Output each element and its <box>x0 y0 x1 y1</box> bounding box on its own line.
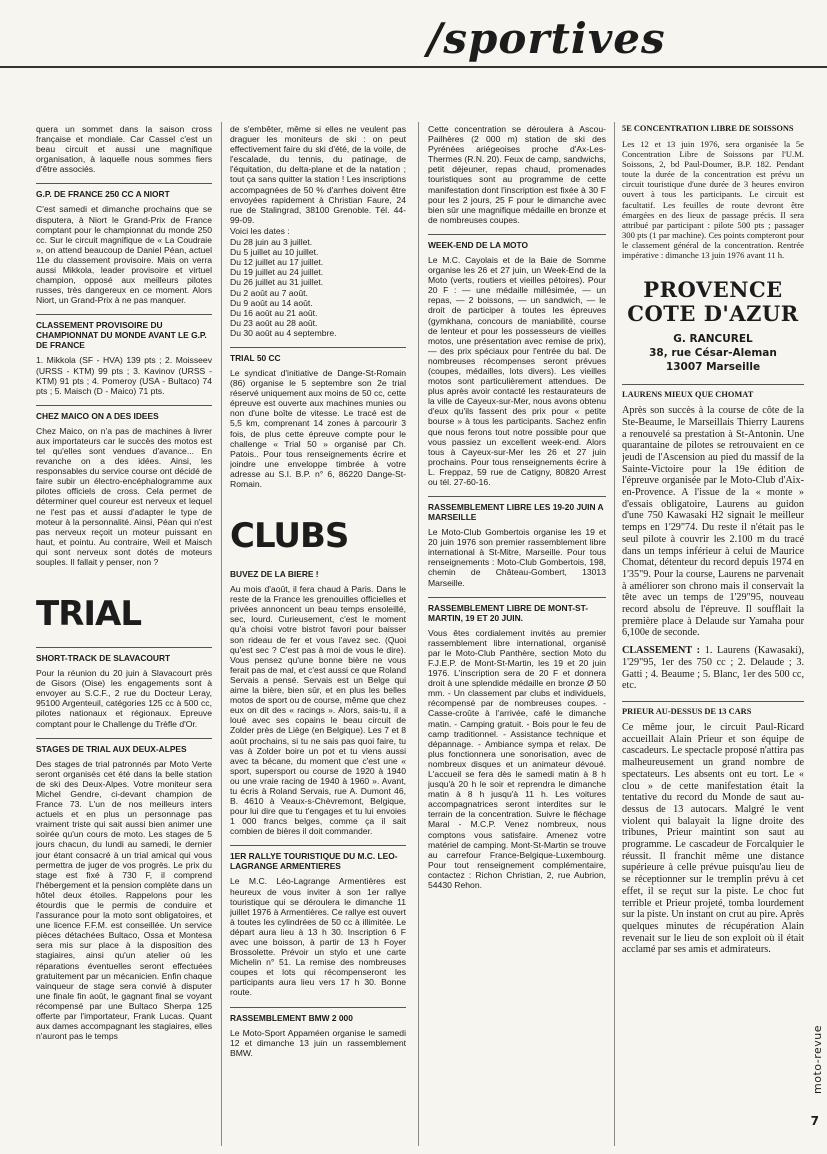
date-item: Du 23 août au 28 août. <box>230 317 318 328</box>
article-heading: TRIAL 50 CC <box>230 347 406 363</box>
article-heading: CHEZ MAICO ON A DES IDEES <box>36 405 212 421</box>
article-body: Ce même jour, le circuit Paul-Ricard accueillait Alain Prieur et son équipe de cascadeurs. Le spectacle proposé n'attira pas malheureusement un grand nombre de spectateurs. Les absents ont eu tort. Le « clou » de cette manifestation était la tentative du record du Monde de saut au-dessus de 13 autocars. Malgré le vent violent qui balayait la ligne droite des tribunes, Prieur maintint son saut au programme. Le cascadeur de Forcalquier le réussit. Il franchit même une distance supérieure à celle prévue puisqu'au lieu de se réceptionner sur le tremplin prévu à cet effet, il se reçut sur la piste. Le choc fut terrible et Prieur projeté, tomba lourdement sur la piste. Un instant on crut au pire. Après quelques minutes de récupération Alain revenait sur le lieu de son exploit où il était acclamé par ses amis et admirateurs. <box>622 722 804 956</box>
continued-text: de s'embêter, même si elles ne veulent pas draguer les moniteurs de ski : on peut effectivement faire du ski d'été, de la voile, de l'escalade, du tennis, du patinage, de l'équitation, du delta-plane et de la natation ; tout ça sans quitter la station ! Les inscriptions accompagnées de 50 % d'arrhes doivent être envoyées rapidement à Christian Faure, 24 rue de Stalingrad, 38100 Grenoble. Tél. 44-99-09. <box>230 124 406 225</box>
article-body: Le syndicat d'initiative de Dange-St-Romain (86) organise le 5 septembre son 2e trial réservé uniquement aux moins de 50 cc, cette épreuve est ouverte aux machines munies ou non d'une boîte de vitesse. Le tracé est de 5,5 km, comprenant 14 zones à parcourir 3 fois, de plus cette épreuve compte pour le challenge « Trial 50 » organisé par Ch. Patois.. Pour tous renseignements écrire et joindre une enveloppe timbrée à votre adresse au S.I. B.P. n° 6, 86220 Dange-St-Romain. <box>230 367 406 489</box>
date-item: Du 30 août au 4 septembre. <box>230 327 337 338</box>
article-heading: 5E CONCENTRATION LIBRE DE SOISSONS <box>622 124 794 133</box>
date-item: Du 2 août au 7 août. <box>230 287 308 298</box>
column-divider <box>221 122 222 1146</box>
article-heading: SHORT-TRACK DE SLAVACOURT <box>36 647 212 663</box>
article-heading: 1ER RALLYE TOURISTIQUE DU M.C. LEO-LAGRANGE ARMENTIERES <box>230 845 406 871</box>
article-body: Le M.C. Cayolais et de la Baie de Somme organise les 26 et 27 juin, un Week-End de la Moto (verts, routiers et vieilles pétoires). Pour 20 F : — une médaille millésimée, — un repas, — 2 boissons, — un sandwich, — le droit de participer à toutes les épreuves (gymkhana, concours de maniabilité, course de lenteur et pour les possesseurs de vieilles motos, une présentation avec remise de prix), — des prix spéciaux pour l'entrée du bal. De nombreuses récompenses seront prévues (coupes, médailles, lots divers). Les vieilles motos sont particulièrement attendues. De plus après avoir contacté les restaurateurs de la ville de Cayeux-sur-Mer, nous avons obtenu d'eux qu'ils fassent des prix pour « petite bourse » à tous les participants. Sachez enfin que nous ferons tout notre possible pour que vous passiez un excellent week-end. Alors tous à Cayeux-sur-Mer les 26 et 27 juin prochains. Pour tous renseignements écrire à L. Freppaz, 59 rue de Catigny, 80820 Arrest ou tél. 27-60-16. <box>428 254 606 487</box>
article-body: Après son succès à la course de côte de la Ste-Beaume, le Marseillais Thierry Laurens a renouvelé sa prestation à St-Antonin. Une quarantaine de pilotes se retrouvaient en ce jeudi de l'Ascension au pied du massif de la Sainte-Victoire pour la 19e édition de l'épreuve organisée par le Moto-Club d'Aix-en-Provence. A l'issue de la « monte » d'essais obligatoire, Laurens au guidon d'une 750 Kawasaki H2 signait le meilleur temps en 1'29"74. Du reste il n'était pas le seul pilote à couvrir les 2.100 m du tracé dans un temps inférieur à celui de Maurice Chomat, détenteur du record depuis 1974 en 1'35"9. Pour la course, Laurens ne parvenait à améliorer son chrono mais il conservait la tête avec un temps de 1'29"95, nouveau record absolu de l'épreuve. Il soufflait la première place à Delaude sur Yamaha pour 6,100e de seconde. <box>622 405 804 639</box>
date-item: Du 9 août au 14 août. <box>230 297 313 308</box>
correspondent-street: 38, rue César-Aleman <box>649 347 777 360</box>
article-body: C'est samedi et dimanche prochains que se disputera, à Niort le Grand-Prix de France comptant pour le championnat du monde 250 cc. Sur le circuit magnifique de « La Coudraie », on attend beaucoup de Daniel Péan, actuel 11e du classement provisoire. Mais on verra aussi Mikkola, leader provisoire et virtuel champion, opposé aux meilleurs pilotes russes, très dangereux en ce moment. Alors Niort, un Grand-Prix à ne pas manquer. <box>36 204 212 306</box>
article-heading: PRIEUR AU-DESSUS DE 13 CARS <box>622 701 804 717</box>
column-divider <box>614 122 615 1146</box>
date-item: Du 5 juillet au 10 juillet. <box>230 247 319 258</box>
date-item: Du 19 juillet au 24 juillet. <box>230 267 324 278</box>
date-item: Du 26 juillet au 31 juillet. <box>230 277 324 288</box>
article-heading: STAGES DE TRIAL AUX DEUX-ALPES <box>36 738 212 754</box>
stage-dates-list <box>230 237 406 338</box>
article-body: Vous êtes cordialement invités au premier rassemblement libre international, organisé par le Moto-Club Panthère, section Moto du F.J.E.P. de Mont-St-Martin, les 19 et 20 juin 1976. L'inscription sera de 20 F et donnera droit à une splendide médaille en bronze Ø 50 mm. - Un classement par clubs et individuels, récompensé par de nombreuses coupes. - Casse-croûte à l'arrivée, café le dimanche matin. - Camping gratuit. - Bois pour le feu de camp traditionnel. - Assistance technique et dépannage. - Ambiance sympa et relax. De plus fonctionnera une sonorisation, avec de nombreux disques et un animateur dévoué. L'accueil se fera dès le samedi matin à 8 h jusqu'à 20 h le soir et reprendra le dimanche matin à 8 h jusqu'à 11 h. Les voitures accompagnatrices seront interdites sur le terrain de la concentration. Suivre le fléchage Maral - M.C.P. Venez nombreux, nous comptons vous satisfaire. Amenez votre matériel de camping. Mont-St-Martin se trouve au carrefour France-Belgique-Luxembourg. Pour tout renseignement complémentaire, contactez : Richon Christian, 2, rue Aubrion, 54430 Rehon. <box>428 627 606 890</box>
continued-text: quera un sommet dans la saison cross française et mondiale. Car Cassel c'est un beau circuit et aussi une magnifique organisation, à laquelle nous sommes fiers d'être associés. <box>36 124 212 175</box>
article-heading: WEEK-END DE LA MOTO <box>428 234 606 250</box>
article-heading: G.P. DE FRANCE 250 CC A NIORT <box>36 183 212 199</box>
dates-intro: Voici les dates : <box>230 225 290 236</box>
region-title-line: COTE D'AZUR <box>627 301 799 327</box>
article-body: Les 12 et 13 juin 1976, sera organisée la 5e Concentration Libre de Soissons par l'U.M. Soissons, 2, bd Paul-Doumer, B.P. 182. Pendant toute la durée de la concentration est prévu un circuit touristique d'une durée de 3 heures environ ouvert à tous les participants. Le circuit est facultatif. Les feuilles de route devront être émargées en des lieux de passage précis. Il sera attribué par participant : pilote 500 pts ; passager 300 pts (1 par machine). Ces points compteront pour le classement général de la concentration. Rentrée impérative : dimanche 13 juin 1976 avant 11 h. <box>622 139 804 261</box>
classement-label: CLASSEMENT : <box>622 645 701 657</box>
column-4 <box>622 124 804 1146</box>
magazine-name: moto-revue <box>811 1025 824 1094</box>
column-divider <box>418 122 419 1146</box>
article-body: Le Moto-Club Gombertois organise les 19 et 20 juin 1976 son premier rassemblement libre international à St-Mitre, Marseille. Pour tous renseignements : Moto-Club Gombertois, 198, chemin de Château-Gombert, 13013 Marseille. <box>428 527 606 588</box>
section-title-trial: TRIAL <box>36 594 142 635</box>
date-item: Du 12 juillet au 17 juillet. <box>230 257 324 268</box>
article-body: Des stages de trial patronnés par Moto Verte seront organisés cet été dans la belle station de ski des Deux-Alpes. Votre moniteur sera Michel Gendre, ci-devant champion de France 73. L'un de nos meilleurs inters actuels et en plus un personnage pas vraiment triste qui sait aussi bien animer une soirée qu'un cours de moto. Les stages de 5 jours chacun, du lundi au samedi, le dernier jour étant consacré à un trial amical qui vous permettra de juger de vos progrès. Le prix du stage est fixé à 730 F, il comprend l'hébergement et la pension complète dans un hôtel deux étoiles. Rappelons pour les étourdis que le permis de conduire et l'assurance pour la moto sont obligatoires, et une licence F.F.M. est conseillée. Un service pièces détachées Bultaco, Ossa et Montesa sera mis sur place à la disposition des stagiaires, ainsi qu'un atelier où les réparations éventuelles seront effectuées gratuitement par un mécanicien. Enfin chaque vainqueur de stage sera convié à disputer une finale fin août, le gagnant final se voyant récompensé par une Bultaco Sherpa 125 offerte par l'importateur, Frank Lucas. Quant aux dames accompagnant les stagiaires, elles n'auront pas le temps <box>36 758 212 1042</box>
article-heading: RASSEMBLEMENT BMW 2 000 <box>230 1007 406 1023</box>
article-heading: RASSEMBLEMENT LIBRE LES 19-20 JUIN A MARSEILLE <box>428 496 606 522</box>
article-body: Au mois d'août, il fera chaud à Paris. Dans le reste de la France les grenouilles officielles et privées annoncent un beau temps ensoleillé, sec, lourd. Curieusement, c'est le moment qu'a choisi votre bistrot favori pour baisser son rideau de fer et vous l'avez sec. (Quoi qu'est sec ? C'est pas à moi de vous le dire). Vous pensez qu'une bonne bière ne vous ferait pas de mal, et c'est aussi ce que Roland Servais a pensé. Servais est un Belge qui aime la bière, bien sûr, et en plus les belles motos de sport ou de course, même que chez eux on dit des « racings ». Alors, sais-tu, il a loué avec ses copains le beau circuit de Zolder près de Liège (en Belgique). Les 7 et 8 août prochains, si tu ne sais pas quoi faire, tu vas à Zolder boire un pot et tu viens aussi avec ta bécane, du moment que c'est une « sport, supersport ou course de 1920 à 1940 ou une vraie racing de 1940 à 1960 ». Avant, tu écris à Roland Servais, rue A. Dumont 46, B. 4610 à Veaux-s-Chèvremont, Belgique, pour lui dire que tu t'engages et tu lui envoies 1 000 francs belges, comme ça il sait combien de bières il doit commander. <box>230 584 406 837</box>
classement-text: 1. Laurens (Kawasaki), 1'29"95, 1er des 750 cc ; 2. Delaude ; 3. Gatti ; 4. Beaume ; 5. Blanc, 1er des 500 cc, etc. <box>622 645 804 692</box>
region-title-line: PROVENCE <box>643 277 783 303</box>
article-body: Le M.C. Léo-Lagrange Armentières est heureux de vous inviter à son 1er rallye touristique qui se déroulera le dimanche 11 juillet 1976 à Armentières. Ce rallye est ouvert à toutes les cylindrées de 50 cc à illimitée. Le départ aura lieu à 13 h 30. Inscription 6 F avec une boisson, à partir de 13 h Foyer Brossolette. Prévoir un stylo et une carte Michelin n° 51. La remise des nombreuses coupes et lots qui récompenseront les participants aura lieu vers 17 h 30. Bonne route. <box>230 876 406 998</box>
correspondent-city: 13007 Marseille <box>665 361 761 374</box>
article-body: Chez Maico, on n'a pas de machines à livrer aux importateurs car le succès des motos est tel qu'elles sont vendues d'avance... En revanche on a des idées. Ainsi, les responsables du service course ont décidé de faire subir un électro-encéphalogramme aux pilotes officiels de cross. Cela permet de déterminer quel coureur est nerveux et lequel ne l'est pas et aussi d'adapter le type de moteur à la personnalité. Ainsi, Péan qui n'est pas nerveux reçoit un moteur puissant en haut, et pointu. Au contraire, Weil et Maisch qui sont nerveux sont dotés de moteurs souples. Il fallait y penser, non ? <box>36 425 212 567</box>
page-number: 7 <box>810 1114 819 1128</box>
correspondent-contact <box>622 332 804 374</box>
correspondent-name: G. RANCUREL <box>673 333 753 346</box>
date-item: Du 28 juin au 3 juillet. <box>230 237 313 248</box>
article-body: 1. Mikkola (SF - HVA) 139 pts ; 2. Moisseev (URSS - KTM) 99 pts ; 3. Kavinov (URSS - KTM) 91 pts ; 4. Pomeroy (USA - Bultaco) 74 pts ; 5. Maisch (D - Maico) 71 pts. <box>36 355 212 396</box>
column-2 <box>230 124 406 1146</box>
section-masthead: /sportives <box>427 14 666 63</box>
article-heading: BUVEZ DE LA BIERE ! <box>230 569 319 580</box>
article-body: Pour la réunion du 20 juin à Slavacourt près de Gisors (Oise) les engagements sont à envoyer au S.C.F., 2 rue du Docteur Leray, 95100 Argenteuil, catégories 125 cc à 500 cc, pilotes nationaux et régionaux. Epreuve comptant pour le Challenge du Trèfle d'Or. <box>36 668 212 729</box>
article-heading: LAURENS MIEUX QUE CHOMAT <box>622 384 804 400</box>
date-item: Du 16 août au 21 août. <box>230 307 318 318</box>
continued-text: Cette concentration se déroulera à Ascou-Pailhères (2 000 m) station de ski des Pyrénées ariégeoises proche d'Ax-Les-Thermes (R.N. 20). Feux de camp, sandwichs, petit déjeuner, repas chaud, promenades touristiques sont au programme de cette manifestation dont l'inscription est fixée à 30 F pour les 2 jours, 25 F pour le dimanche avec bien sûr une magnifique médaille en bronze et de nombreuses coupes. <box>428 124 606 225</box>
section-title-clubs: CLUBS <box>230 516 349 557</box>
column-3 <box>428 124 606 1146</box>
header-rule <box>0 66 827 68</box>
article-heading: RASSEMBLEMENT LIBRE DE MONT-ST-MARTIN, 19 ET 20 JUIN. <box>428 597 606 623</box>
article-heading: CLASSEMENT PROVISOIRE DU CHAMPIONNAT DU MONDE AVANT LE G.P. DE FRANCE <box>36 314 212 350</box>
region-title <box>622 278 804 326</box>
article-body: Le Moto-Sport Appaméen organise le samedi 12 et dimanche 13 juin un rassemblement BMW. <box>230 1027 406 1058</box>
column-1 <box>36 124 212 1146</box>
